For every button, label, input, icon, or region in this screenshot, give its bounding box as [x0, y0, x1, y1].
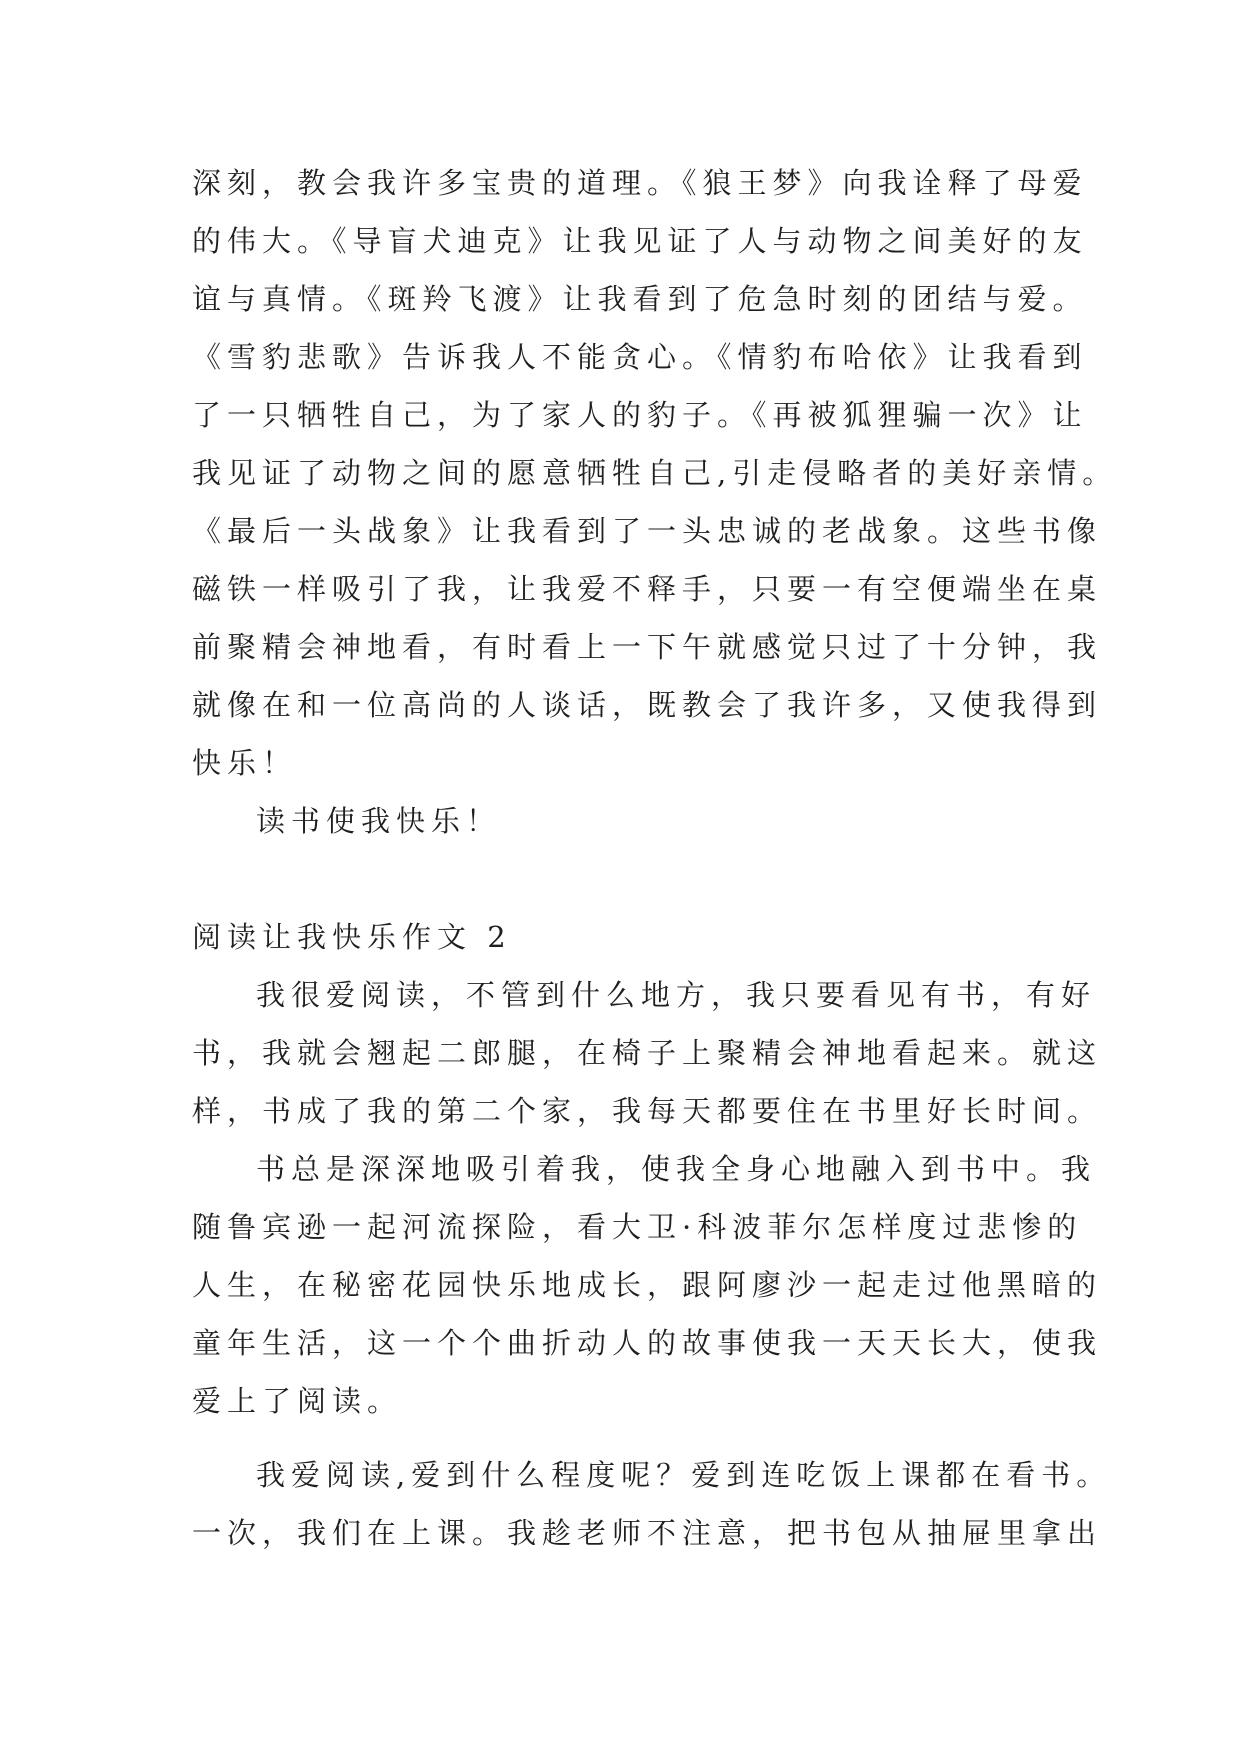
- essay-title: 阅读让我快乐作文 2: [192, 920, 512, 954]
- text-line: 随鲁宾逊一起河流探险，看大卫·科波菲尔怎样度过悲惨的: [192, 1210, 1083, 1244]
- text-line: 书总是深深地吸引着我，使我全身心地融入到书中。我: [256, 1152, 1097, 1186]
- text-line: 《最后一头战象》让我看到了一头忠诚的老战象。这些书像: [192, 514, 1103, 548]
- text-line: 《雪豹悲歌》告诉我人不能贪心。《情豹布哈依》让我看到: [192, 340, 1088, 374]
- text-line: 快乐！: [192, 746, 298, 780]
- text-line: 我很爱阅读，不管到什么地方，我只要看见有书，有好: [256, 978, 1097, 1012]
- text-line: 爱上了阅读。: [192, 1384, 403, 1418]
- text-line: 我见证了动物之间的愿意牺牲自己,引走侵略者的美好亲情。: [192, 456, 1118, 490]
- text-line: 人生，在秘密花园快乐地成长，跟阿廖沙一起走过他黑暗的: [192, 1268, 1103, 1302]
- text-line: 深刻，教会我许多宝贵的道理。《狼王梦》向我诠释了母爱: [192, 166, 1088, 200]
- text-line: 磁铁一样吸引了我，让我爱不释手，只要一有空便端坐在桌: [192, 572, 1103, 606]
- text-line: 一次，我们在上课。我趁老师不注意，把书包从抽屉里拿出: [192, 1516, 1103, 1550]
- text-line: 就像在和一位高尚的人谈话，既教会了我许多，又使我得到: [192, 688, 1103, 722]
- closing-line: 读书使我快乐！: [256, 804, 502, 838]
- text-line: 谊与真情。《斑羚飞渡》让我看到了危急时刻的团结与爱。: [192, 282, 1088, 316]
- text-line: 样，书成了我的第二个家，我每天都要住在书里好长时间。: [192, 1094, 1103, 1128]
- text-line: 我爱阅读,爱到什么程度呢？爱到连吃饭上课都在看书。: [256, 1458, 1112, 1492]
- text-line: 了一只牺牲自己，为了家人的豹子。《再被狐狸骗一次》让: [192, 398, 1088, 432]
- text-line: 的伟大。《导盲犬迪克》让我见证了人与动物之间美好的友: [192, 224, 1088, 258]
- text-line: 童年生活，这一个个曲折动人的故事使我一天天长大，使我: [192, 1326, 1103, 1360]
- text-line: 书，我就会翘起二郎腿，在椅子上聚精会神地看起来。就这: [192, 1036, 1103, 1070]
- text-line: 前聚精会神地看，有时看上一下午就感觉只过了十分钟，我: [192, 630, 1103, 664]
